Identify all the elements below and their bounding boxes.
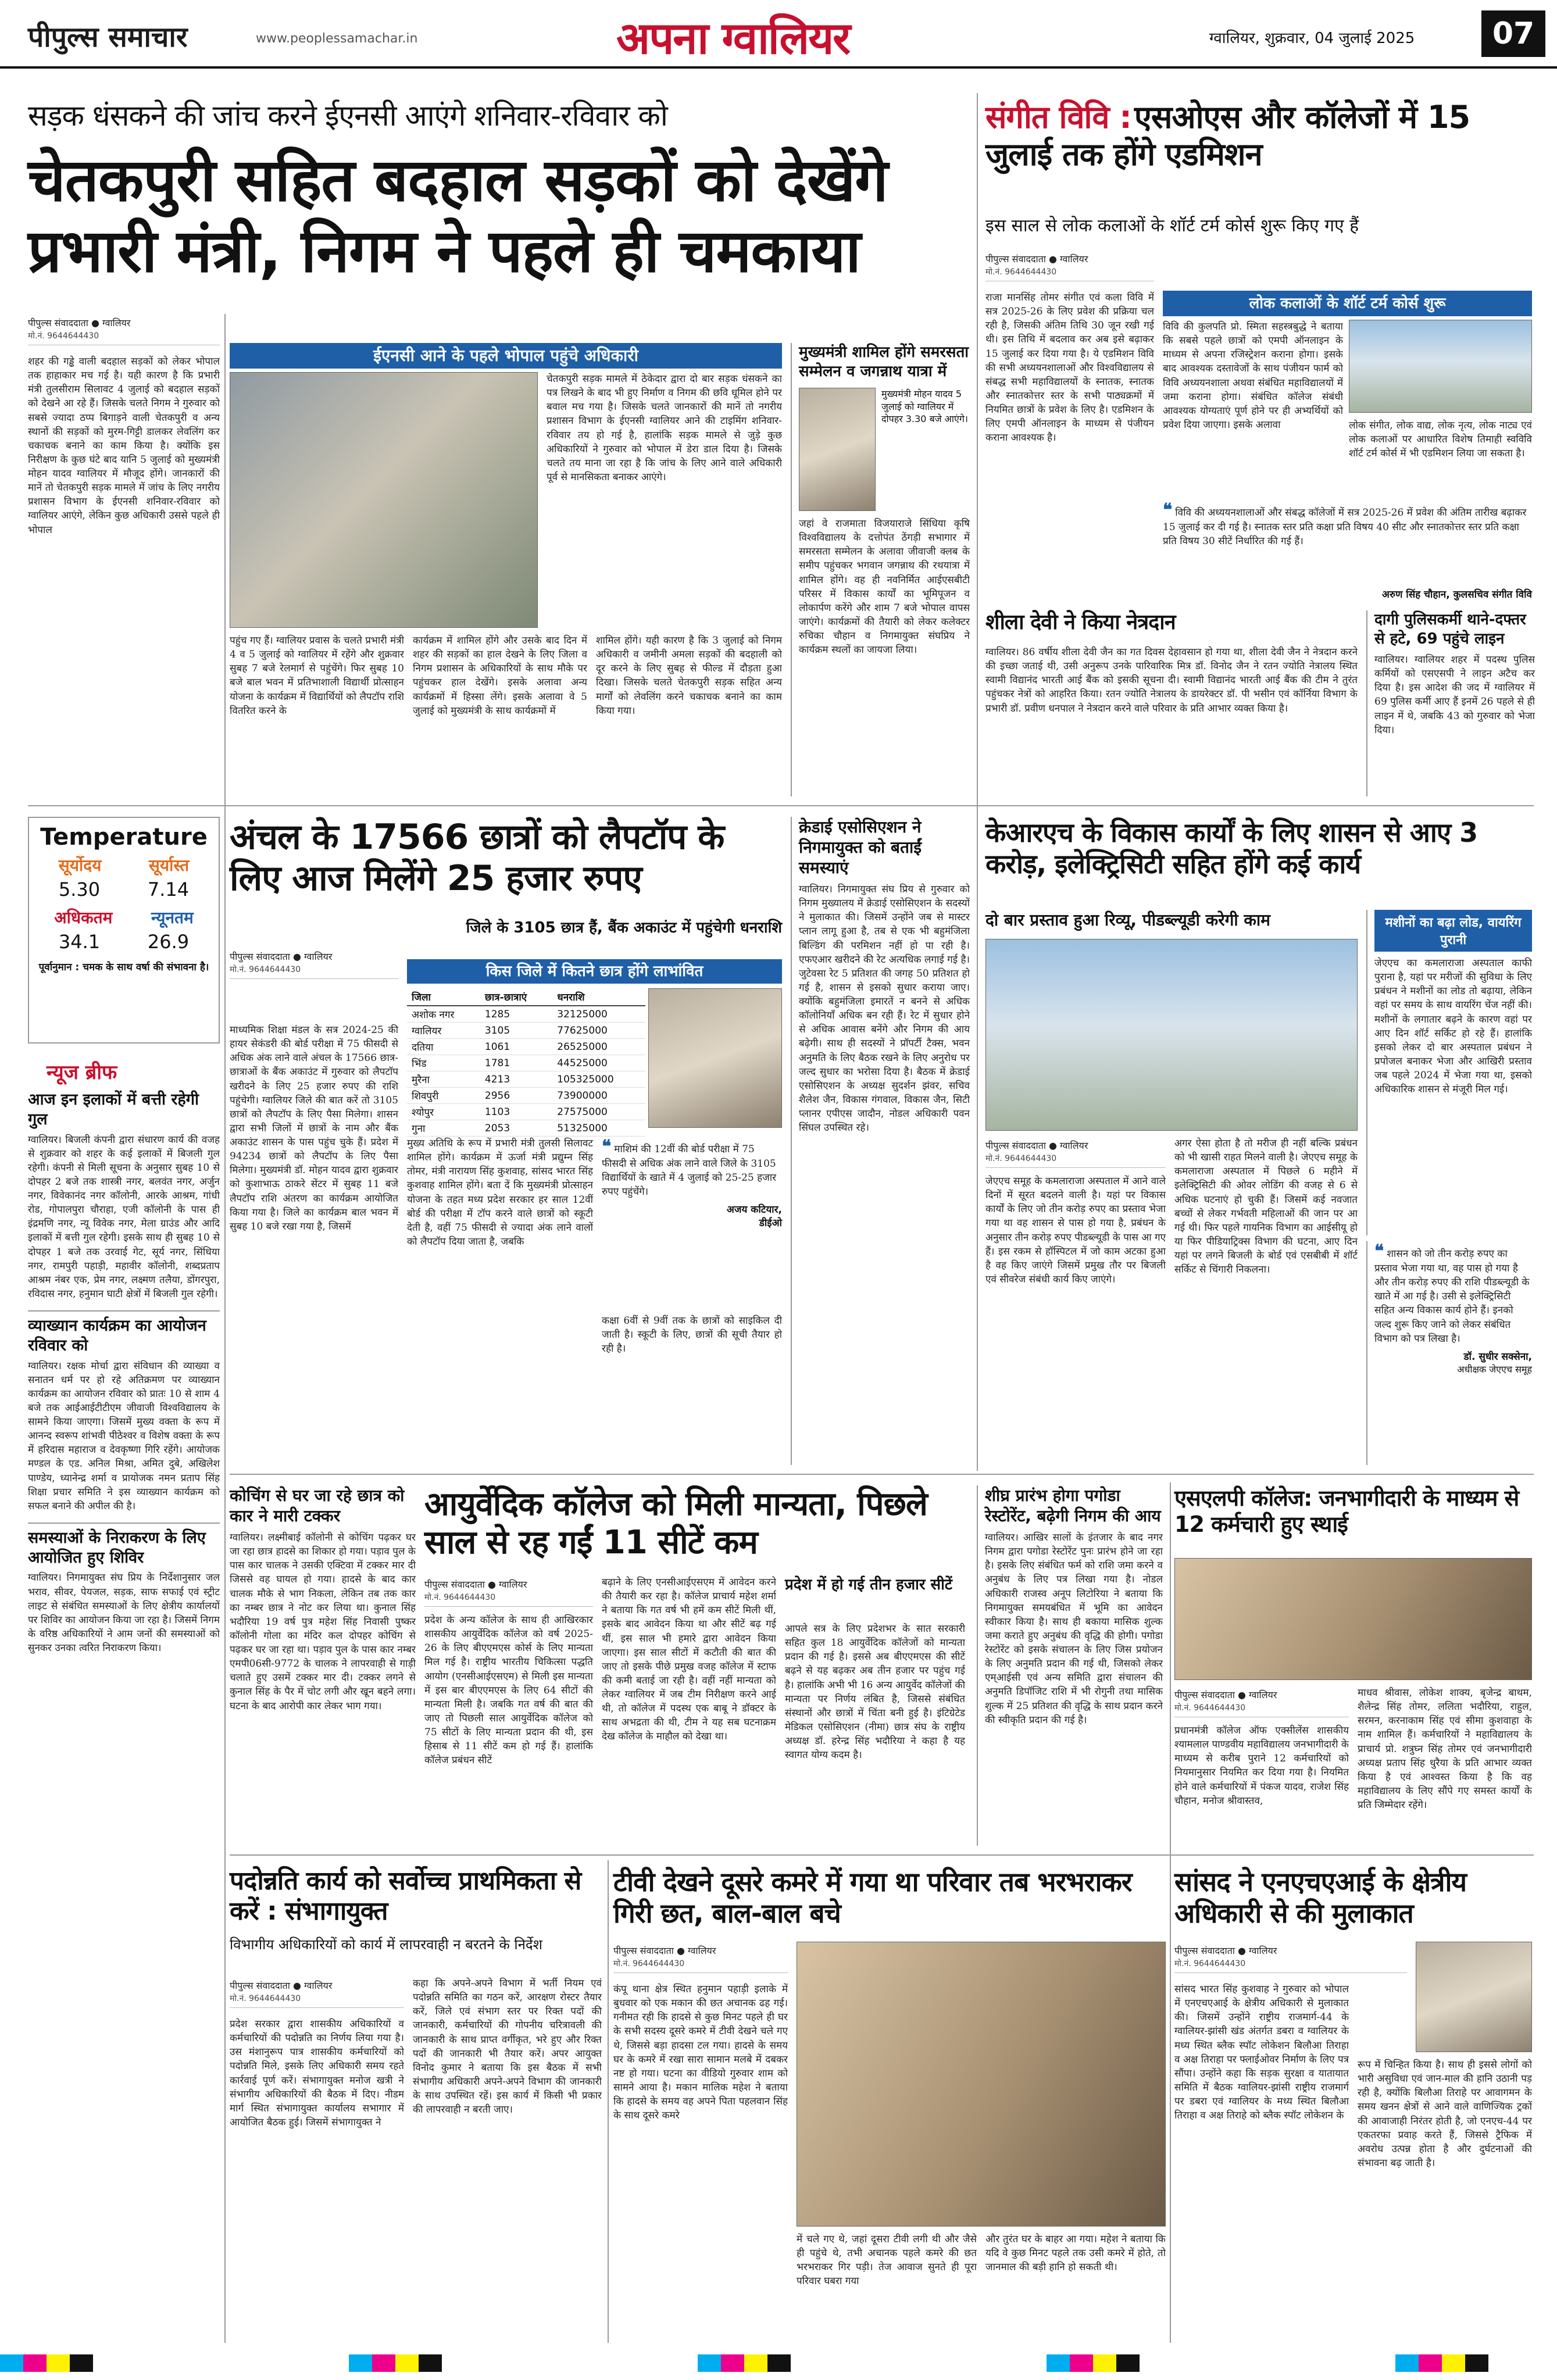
kareh-subhead: दो बार प्रस्ताव हुआ रिव्यू, पीडब्ल्यूडी करेगी काम bbox=[985, 910, 1270, 930]
ssl-byline bbox=[1174, 1686, 1349, 1717]
ssl-col1: प्रधानमंत्री कॉलेज ऑफ एक्सीलेंस शासकीय श्यामलाल पाण्डवीय महाविद्यालय जनभागीदारी के माध्यम से करीब पुराने 12 कर्मचारियों को नियमानुसार नियमित कर दिया गया है। नियमित होने वाले कर्मचारियों में पंकज यादव, राजेश सिंह चौहान, मनोज श्रीवास्तव, bbox=[1174, 1725, 1349, 1807]
lead-byline-text: पीपुल्स संवाददाता ● ग्वालियर bbox=[28, 317, 131, 328]
table-row bbox=[407, 1104, 645, 1120]
kareh-headline: केआरएच के विकास कार्यों के लिए शासन से आए 3 करोड़, इलेक्ट्रिसिटी सहित होंगे कई कार्य bbox=[985, 817, 1478, 880]
table-header-cell: जिला bbox=[407, 988, 480, 1006]
ayurved-headline: आयुर्वेदिक कॉलेज को मिली मान्यता, पिछले साल से रह गईं 11 सीटें कम bbox=[424, 1485, 927, 1562]
music-university-photo bbox=[1349, 320, 1532, 413]
ayurved-byline-text: पीपुल्स संवाददाता ● ग्वालियर bbox=[424, 1579, 527, 1590]
table-cell: 105325000 bbox=[552, 1071, 645, 1088]
kareh-box-title: मशीनों का बढ़ा लोड, वायरिंग पुरानी bbox=[1374, 910, 1532, 952]
table-cell: श्योपुर bbox=[407, 1104, 480, 1120]
kareh-quote-role: अधीक्षक जेएएच समूह bbox=[1457, 1363, 1532, 1375]
column-rule bbox=[1170, 1482, 1171, 2343]
sheela-headline: शीला देवी ने किया नेत्रदान bbox=[985, 610, 1176, 634]
website: www.peoplessamachar.in bbox=[256, 31, 418, 46]
table-row bbox=[407, 1055, 645, 1071]
padonnati-subhead: विभागीय अधिकारियों को कार्य में लापरवाही न बरतने के निर्देश bbox=[230, 1936, 542, 1953]
laptop-subhead: जिले के 3105 छात्र हैं, बैंक अकाउंट में पहुंचेगी धनराशि bbox=[466, 919, 782, 937]
ssl-byline-text: पीपुल्स संवाददाता ● ग्वालियर bbox=[1174, 1689, 1277, 1700]
newsbrief-title: न्यूज ब्रीफ bbox=[47, 1061, 117, 1084]
mp-headline: सांसद ने एनएचएआई के क्षेत्रीय अधिकारी से की मुलाकात bbox=[1174, 1866, 1467, 1929]
divider bbox=[28, 805, 1534, 806]
divider bbox=[230, 1854, 1534, 1856]
laptop-col1: माध्यमिक शिक्षा मंडल के सत्र 2024-25 की हायर सेकंडरी की बोर्ड परीक्षा में 75 फीसदी से अधिक अंक लाने वाले अंचल के 17566 छात्र-छात्राओं के बैंक अकाउंट में गुरुवार को लैपटॉप खरीदने के लिए 25 हजार रुपए की राशि पहुंचेगी। ग्वालियर जिले की बात करें तो 3105 छात्रों को लैपटॉप के लिए पैसा मिलेगा। शासन द्वारा सभी जिलों में छात्रों के नाम और बैंक अकाउंट शासन के पास पहुंच चुके हैं। प्रदेश में 94234 छात्रों को लैपटॉप के लिए पैसा मिलेगा। मुख्यमंत्री डॉ. मोहन यादव द्वारा शुक्रवार को कुशाभाऊ ठाकरे सेंटर में सुबह 11 बजे लैपटॉप राशि अंतरण का कार्यक्रम आयोजित किया गया है। जिले का कार्यक्रम बाल भवन में सुबह 10 बजे रखा गया है, जिसमें bbox=[230, 1024, 398, 1232]
laptop-byline-text: पीपुल्स संवाददाता ● ग्वालियर bbox=[230, 951, 333, 962]
ssl-mobile: मो.नं. 9644644430 bbox=[1174, 1703, 1246, 1713]
credai-headline: क्रेडाई एसोसिएशन ने निगमायुक्त को बताईं समस्याएं bbox=[799, 817, 922, 877]
tv-col1: कंपू थाना क्षेत्र स्थित हनुमान पहाड़ी इलाके में बुधवार को एक मकान की छत अचानक ढह गई। गनीमत रही कि हादसे से कुछ मिनट पहले ही घर के सभी सदस्य दूसरे कमरे में टीवी देखने चले गए थे, जिससे बड़ा हादसा टल गया। हादसे के समय घर के कमरे में रखा सारा सामान मलबे में दबकर नष्ट हो गया। घटना का वीडियो गुरुवार शाम को सामने आया है। मकान मालिक महेश ने बताया कि हादसे के समय वह अपने पिता पहलवान सिंह के साथ दूसरे कमरे bbox=[613, 1984, 788, 2122]
sangeet-byline bbox=[985, 250, 1154, 281]
ayurved-mobile: मो.नं. 9644644430 bbox=[424, 1593, 496, 1602]
lead-blue-bar: ईएनसी आने के पहले भोपाल पहुंचे अधिकारी bbox=[230, 343, 782, 369]
laptop-quote-text: माशिमं की 12वीं की बोर्ड परीक्षा में 75 फीसदी से अधिक अंक लाने वाले जिले के 3105 विद्यार्थियों के खाते में 4 जुलाई को 25-25 हजार रुपए पहुंचेंगे। bbox=[602, 1143, 777, 1198]
ayurved-col3: आपले सत्र के लिए प्रदेशभर के सात सरकारी सहित कुल 18 आयुर्वेदिक कॉलेजों को मान्यता प्रदान की गई है। इससे अब बीएएमएस की सीटें बढ़ने से यह बढ़कर अब तीन हजार पर पहुंच गई है। हालांकि अभी भी 16 अन्य आयुर्वेद कॉलेजों की मान्यता पर निर्णय लंबित है, जिससे संबंधित संस्थानों और छात्रों में चिंता बनी हुई है। इंटिग्रेटेड मेडिकल एसोसिएशन (नीमा) छात्र संघ के राष्ट्रीय अध्यक्ष डॉ. हरेन्द्र सिंह भदौरिया ने कहा है यह स्वागत योग्य कदम है। bbox=[785, 1623, 965, 1761]
laptop-headline: अंचल के 17566 छात्रों को लैपटॉप के लिए आज मिलेंगे 25 हजार रुपए bbox=[230, 817, 724, 899]
lead-blue-text: चेतकपुरी सड़क मामले में ठेकेदार द्वारा दो बार सड़क धंसकने का पत्र लिखने के बाद भी हुए निर्माण व निगम की छवि धूमिल होने पर बवाल मच गया है। जिसके चलते जानकारों की मानें तो नगरीय प्रशासन विभाग के ईएनसी ग्वालियर आने की टाइमिंग शनिवार-रविवार तय हो गई है, हालांकि सड़क मामले से जुड़े कुछ अधिकारियों ने गुरुवार को भोपाल में डेरा डाल दिया है। जिसके चलते तय माना जा रहा है कि जांच के लिए आने वाले अधिकारी पूर्व से मानसिकता बनाकर आएंगे। bbox=[547, 373, 782, 483]
pagoda-box bbox=[977, 1485, 1163, 1846]
newsbrief-item1-text: ग्वालियर। बिजली कंपनी द्वारा संधारण कार्य की वजह से शुक्रवार को शहर के कई इलाकों में बिजली गुल रहेगी। कंपनी से मिली सूचना के अनुसार सुबह 10 से दोपहर 2 बजे तक शास्त्री नगर, बलवंत नगर, अर्जुन नगर, विवेकानंद नगर कॉलोनी, आरके आश्रम, गांधी रोड, गोपालपुरा चौराहा, एजी कॉलोनी के पास ही इंद्रमणि नगर, न्यू विवेक नगर, मेला ग्राउंड और आदि इलाकों में बत्ती गुल रहेगी। इसके साथ ही सुबह 10 से दोपहर 1 बजे तक उरवाई गेट, सूर्य नगर, सिंधिया नगर, रामपुरी पहाड़ी, महावीर कॉलोनी, शब्दप्रताप आश्रम नंबर एक, प्रेम नगर, लक्ष्मण तलैया, डोंगरपुरा, रविदास नगर, हनुमान घाटी क्षेत्रों में बिजली गुल रहेगी। bbox=[28, 1134, 220, 1300]
lead-headline: चेतकपुरी सहित बदहाल सड़कों को देखेंगे प्रभारी मंत्री, निगम ने पहले ही चमकाया bbox=[28, 146, 888, 287]
quote-icon: ❝ bbox=[1163, 500, 1173, 520]
table-cell: 1285 bbox=[480, 1006, 552, 1023]
mp-meeting-photo bbox=[1416, 1942, 1532, 2052]
mp-col2: रूप में चिन्हित किया है। साथ ही इससे लोगों को भारी असुविधा एवं जान-माल की हानि उठानी पड़ रही है, क्योंकि बिलौआ तिराहे पर आवागमन के समय खनन क्षेत्रों से आने वाले वाणिज्यिक ट्रकों की आवाजाही निरंतर होती है, जो एनएच-44 पर एकतरफा प्रवाह करते हैं, जिससे ट्रैफिक में अवरोध उत्पन्न होता है और दुर्घटनाओं की संभावना बढ़ जाती है। bbox=[1358, 2059, 1532, 2169]
lead-col3: कार्यक्रम में शामिल होंगे और उसके बाद दिन में शहर की सड़कों का हाल देखने के लिए जिला व निगम प्रशासन के अधिकारियों के साथ मौके पर पहुंचकर हाल देखेंगे। इसके अलावा अन्य कार्यक्रमों में हिस्सा लेंगे। इसके अलावा वे 5 जुलाई को मुख्यमंत्री के साथ कार्यक्रमों में bbox=[413, 635, 587, 717]
table-cell: 1781 bbox=[480, 1055, 552, 1071]
laptop-photo bbox=[648, 988, 782, 1128]
sangeet-subhead: इस साल से लोक कलाओं के शॉर्ट टर्म कोर्स शुरू किए गए हैं bbox=[985, 216, 1359, 236]
table-cell: 77625000 bbox=[552, 1023, 645, 1039]
table-row bbox=[407, 1006, 645, 1023]
section-title: अपना ग्वालियर bbox=[616, 12, 850, 64]
table-cell: 32125000 bbox=[552, 1006, 645, 1023]
column-rule bbox=[224, 314, 226, 2343]
quote-icon: ❝ bbox=[1374, 1241, 1384, 1262]
sangeet-quote-text: विवि की अध्ययनशालाओं और संबद्ध कॉलेजों में सत्र 2025-26 में प्रवेश की अंतिम तारीख बढ़ाकर 15 जुलाई कर दी गई है। स्नातक स्तर प्रति कक्षा प्रति विषय 40 सीट और स्नातकोत्तर स्तर प्रति कक्षा प्रति विषय 30 सीटें निर्धारित की गई हैं। bbox=[1163, 507, 1527, 548]
padonnati-mobile: मो.नं. 9644644430 bbox=[230, 1994, 301, 2003]
district-table-grid bbox=[407, 988, 645, 1137]
cm-photo bbox=[799, 388, 876, 511]
lead-col2: पहुंच गए हैं। ग्वालियर प्रवास के चलते प्रभारी मंत्री 4 व 5 जुलाई को ग्वालियर में रहेंगे और शुक्रवार सुबह 7 बजे रेलमार्ग से पहुंचेंगे। फिर सुबह 10 बजे बाल भवन में प्रतिभाशाली विद्यार्थी प्रोत्साहन योजना के कार्यक्रम में विद्यार्थियों को लैपटॉप राशि वितरित करने के bbox=[230, 635, 404, 717]
sangeet-headline bbox=[985, 99, 1532, 173]
ssl-headline: एसएलपी कॉलेज: जनभागीदारी के माध्यम से 12 कर्मचारी हुए स्थाई bbox=[1174, 1485, 1519, 1537]
table-cell: 27575000 bbox=[552, 1104, 645, 1120]
sangeet-col1: राजा मानसिंह तोमर संगीत एवं कला विवि में सत्र 2025-26 के लिए प्रवेश की प्रक्रिया चल रही है, जिसकी अंतिम तिथि 30 जून रखी गई थी। इस तिथि में बदलाव कर अब इसे बढ़ाकर 15 जुलाई कर दिया गया है। ये एडमिशन विवि की सभी अध्ययनशालाओं और विश्वविद्यालय से संबद्ध सभी महाविद्यालयों के स्नातक, स्नातक और स्नातकोत्तर स्तर के सभी पाठ्यक्रमों में नियमित छात्रों के प्रवेश के लिए है। एडमिशन के लिए एमपी ऑनलाइन के माध्यम से पंजीयन कराना आवश्यक है। bbox=[985, 292, 1154, 444]
police-headline: दागी पुलिसकर्मी थाने-दफ्तर से हटे, 69 पहुंचे लाइन bbox=[1374, 611, 1526, 648]
kareh-quote bbox=[1366, 1241, 1532, 1465]
kareh-quote-author: डॉ. सुधीर सक्सेना, bbox=[1463, 1350, 1532, 1363]
max-value: 34.1 bbox=[58, 931, 101, 953]
kareh-quote-text: शासन को जो तीन करोड़ रुपए का प्रस्ताव भेजा गया था, वह पास हो गया है और तीन करोड़ रुपए की राशि पीडब्ल्यूडी के खाते में आ गई है। उसी से इलेक्ट्रिसिटी सहित अन्य विकास कार्य होने हैं। इनको जल्द शुरू किए जाने को लेकर संबंधित विभाग को पत्र लिखा है। bbox=[1374, 1248, 1530, 1345]
mp-mobile: मो.नं. 9644644430 bbox=[1174, 1959, 1246, 1968]
table-header-cell: छात्र-छात्राएं bbox=[480, 988, 552, 1006]
lead-col4: शामिल होंगे। यही कारण है कि 3 जुलाई को निगम अधिकारी व जमीनी अमला सड़कों की बदहाली को दूर करने के लिए सुबह से फील्ड में दौड़ता हुआ दिखा। जिसके चलते चेतकपुरी सड़क सहित अन्य मार्गों को लेवलिंग करने चकाचक बनाने का काम किया गया। bbox=[596, 635, 782, 717]
kareh-col1: जेएएच समूह के कमलाराजा अस्पताल में आने वाले दिनों में सूरत बदलने वाली है। यहां पर विकास कार्यों के लिए जो तीन करोड़ रुपए का प्रस्ताव भेजा गया था वह शासन से पास हो गया है, प्रबंधन के अनुसार तीन करोड़ रुपए पीडब्ल्यूडी के पास आ गए हैं। इस रकम से हॉस्पिटल में जो काम अटका हुआ है वह किए जाएंगे जिसमें प्रमुख तौर पर बिजली एवं सीवरेज संबंधी कार्य किए जाएंगे। bbox=[985, 1175, 1166, 1285]
table-cell: भिंड bbox=[407, 1055, 480, 1071]
laptop-quote-role: डीईओ bbox=[759, 1217, 782, 1230]
table-row bbox=[407, 1071, 645, 1088]
table-row bbox=[407, 1023, 645, 1039]
hospital-photo bbox=[985, 939, 1358, 1131]
kareh-box bbox=[1366, 910, 1532, 1235]
max-label: अधिकतम bbox=[54, 908, 113, 927]
table-cell: 2053 bbox=[480, 1120, 552, 1137]
cm-box-text: जहां वे राजमाता विजयाराजे सिंधिया कृषि विश्वविद्यालय के दत्तोपंत ठेंगड़ी सभागार में समरसता सम्मेलन के अलावा जीवाजी क्लब के समीप पहुंचकर भगवान जगन्नाथ की रथयात्रा में शामिल होंगे। वह ही नवनिर्मित आईएसबीटी परिसर में विकास कार्यों का भूमिपूजन व लोकार्पण करेंगे और शाम 7 बजे भोपाल वापस जाएंगे। कार्यक्रमों की तैयारी को लेकर कलेक्टर रुचिका चौहान व निगमायुक्त संघप्रिय ने कार्यक्रम स्थलों का जायजा लिया। bbox=[799, 518, 970, 656]
registration-strip bbox=[0, 2354, 1557, 2372]
padonnati-col1: प्रदेश सरकार द्वारा शासकीय अधिकारियों व कर्मचारियों की पदोन्नति का निर्णय लिया गया है। उस मंशानुरूप पात्र शासकीय कर्मचारियों को पदोन्नति मिले, इसके लिए अधिकारी समय रहते कार्रवाई पूर्ण करें। संभागायुक्त मनोज खत्री ने संभागीय अधिकारियों की बैठक में दिए। नीडम मार्ग स्थित संभागायुक्त कार्यालय सभागार में आयोजित बैठक हुई। जिसमें संभागायुक्त ने bbox=[230, 2018, 404, 2128]
table-cell: 3105 bbox=[480, 1023, 552, 1039]
padonnati-headline: पदोन्नति कार्य को सर्वोच्च प्राथमिकता से करें : संभागायुक्त bbox=[230, 1866, 581, 1926]
kareh-mobile: मो.नं. 9644644430 bbox=[985, 1154, 1057, 1163]
sheela-text: ग्वालियर। 86 वर्षीय शीला देवी जैन का गत दिवस देहावसान हो गया था, शीला देवी जैन ने नेत्रदान करने की इच्छा जताई थी, उसी अनुरूप उनके पारिवारिक मित्र डॉ. विनोद जैन ने रतन ज्योति नेत्रालय स्थित स्वामी विद्यानंद भारती आई बैंक को इसकी सूचना दी। स्वामी विद्यानंद भारती आई बैंक की टीम ने तुरंत पहुंचकर नेत्रों को आहरित किया। रतन ज्योति नेत्रालय के डायरेक्टर डॉ. पी भसीन एवं कॉर्निया विभाग के प्रभारी डॉ. प्रवीण धनपाल ने नेत्रदान करने वाले परिवार के प्रति आभार व्यक्त किया है। bbox=[985, 646, 1358, 714]
table-cell: गुना bbox=[407, 1120, 480, 1137]
ayurved-byline bbox=[424, 1575, 593, 1607]
cm-caption: मुख्यमंत्री मोहन यादव 5 जुलाई को ग्वालियर में दोपहर 3.30 बजे आएंगे। bbox=[881, 388, 968, 425]
sangeet-blue-text: विवि की कुलपति प्रो. स्मिता सहस्त्रबुद्धे ने बताया कि सबसे पहले छात्रों को एमपी ऑनलाइन के माध्यम से अपना रजिस्ट्रेशन कराना होगा। इसके बाद आवश्यक दस्तावेजों के साथ पंजीयन फार्म को विवि अध्ययनशाला अथवा संबंधित महाविद्यालयों में जमा कराना होगा। संबंधित कॉलेज संबंधी आवश्यक योग्यताएं पूर्ण होने पर ही अभ्यर्थियों को प्रवेश दिया जाएगा। इसके अलावा bbox=[1163, 321, 1343, 431]
table-cell: 26525000 bbox=[552, 1039, 645, 1055]
credai-box bbox=[791, 817, 970, 1465]
ayurved-col1: प्रदेश के अन्य कॉलेज के साथ ही आखिरकार शासकीय आयुर्वेदिक कॉलेज को वर्ष 2025-26 के लिए बीएएमएस कोर्स के लिए मान्यता मिल गई है। राष्ट्रीय भारतीय चिकित्सा पद्धति आयोग (एनसीआईएसएम) से मिली इस मान्यता में इस बार बीएएमएस के लिए 64 सीटों की मान्यता मिली है। जबकि गत वर्ष की बात की जाए तो पिछली साल आयुर्वेदिक कॉलेज को 75 सीटों के लिए मान्यता प्रदान की थी, इस हिसाब से 11 सीटें कम हो गई हैं। हालांकि कॉलेज प्रबंधन सीटें bbox=[424, 1614, 593, 1767]
table-cell: 44525000 bbox=[552, 1055, 645, 1071]
police-box bbox=[1366, 610, 1535, 796]
laptop-table-title: किस जिले में कितने छात्र होंगे लाभांवित bbox=[407, 959, 782, 984]
ssl-col2: माधव श्रीवास, लोकेश शाक्य, बृजेन्द्र बाथम, शैलेन्द्र सिंह तोमर, ललिता भदौरिया, राहुल, सरमन, करनाकाम सिंह एवं सीमा कुशवाहा के नाम शामिल हैं। कर्मचारियों ने महाविद्यालय के प्राचार्य प्रो. शत्रुघ्न सिंह तोमर एवं जनभागीदारी अध्यक्ष प्रताप सिंह धुरैया के प्रति आभार व्यक्त किया है एवं आश्वस्त किया है कि वह महाविद्यालय के लिए सौंपे गए समस्त कार्यों के प्रति जिम्मेदार रहेंगे। bbox=[1358, 1687, 1532, 1811]
district-table bbox=[407, 988, 645, 1137]
table-cell: 1061 bbox=[480, 1039, 552, 1055]
kareh-byline-text: पीपुल्स संवाददाता ● ग्वालियर bbox=[985, 1140, 1088, 1151]
quote-icon: ❝ bbox=[602, 1137, 612, 1157]
table-cell: 51325000 bbox=[552, 1120, 645, 1137]
table-row bbox=[407, 1039, 645, 1055]
table-cell: 73900000 bbox=[552, 1088, 645, 1104]
table-row bbox=[407, 1088, 645, 1104]
laptop-col2: मुख्य अतिथि के रूप में प्रभारी मंत्री तुलसी सिलावट शामिल होंगे। कार्यक्रम में ऊर्जा मंत्री प्रद्युम्न सिंह तोमर, मंत्री नारायण सिंह कुशवाह, सांसद भारत सिंह कुशवाह शामिल होंगे। बता दें कि मुख्यमंत्री प्रोत्साहन योजना के तहत मध्य प्रदेश सरकार हर साल 12वीं बोर्ड की परीक्षा में टॉप करने वाले छात्रों को स्कूटी देती है, वहीं 75 फीसदी से ज्यादा अंक लाने वालों को लैपटॉप दिया जाता है, जबकि bbox=[407, 1138, 593, 1248]
table-row bbox=[407, 1120, 645, 1137]
table-cell: 4213 bbox=[480, 1071, 552, 1088]
credai-text: ग्वालियर। निगमायुक्त संघ प्रिय से गुरुवार को निगम मुख्यालय में क्रेडाई एसोसिएशन के सदस्यों ने मुलाकात की। जिसमें उन्होंने जब से मास्टर प्लान लागू हुआ है, तब से एक भी बहुमंजिला बिल्डिंग की परमिशन नहीं हो पा रही है। एफएआर खरीदने की रेट अत्यधिक लगाई गई है। जुटेवसा रेट 5 प्रतिशत की जगह 50 प्रतिशत हो गई है, शासन से इसको सुधार कराया जाए। क्योंकि बहुमंजिला इमारतें न बनने से अधिक कॉलोनियाँ अधिक बन रही हैं। रेट में सुधार होने से अधिक आवास बनेंगे और निगम की आय बढ़ेगी। साथ ही सदस्यों ने प्रॉपर्टी टैक्स, भवन अनुमति के लिए बैठक रखने के लिए अनुरोध पर जल्द सुधार का भरोसा दिया है। बैठक में क्रेडाई एसोसिएशन के अध्यक्ष सुदर्शन झंवर, सचिव शैलेश जैन, विकास गंगवाल, विकास जैन, सिटी प्लानर एपीएस जादौन, नोडल अधिकारी पवन सिंघल उपस्थित रहे। bbox=[799, 884, 970, 1134]
sangeet-headline-text: एसओएस और कॉलेजों में 15 जुलाई तक होंगे एडमिशन bbox=[985, 99, 1470, 173]
lead-col1: शहर की गड्ढे वाली बदहाल सड़कों को लेकर भोपाल तक हाहाकार मच गई है। यही कारण है कि प्रभारी मंत्री तुलसीराम सिलावट 4 जुलाई को बदहाल सड़कों को देखने आ रहे हैं। जिसके चलते निगम ने गुरुवार को सबसे ज्यादा ठप्प बिगाड़ने वाली चेतकपुरी व अन्य स्थानों की सड़कों को मुरम-गिट्टी डालकर लेवलिंग कर चकाचक बनाने का काम किया है। क्योंकि इस निरीक्षण के कुछ घंटे बाद यानि 5 जुलाई को मुख्यमंत्री मोहन यादव ग्वालियर में मौजूद होंगे। जानकारों की मानें तो चेतकपुरी सड़क मामले में जांच के लिए नगरीय प्रशासन विभाग के ईएनसी शनिवार-रविवार को ग्वालियर आएंगे, लेकिन कुछ अधिकारी उससे पहले ही भोपाल bbox=[28, 356, 220, 536]
padonnati-byline-text: पीपुल्स संवाददाता ● ग्वालियर bbox=[230, 1980, 333, 1991]
lead-byline bbox=[28, 314, 220, 345]
sangeet-label: संगीत विवि : bbox=[985, 99, 1131, 135]
sangeet-quote-author: अरुण सिंह चौहान, कुलसचिव संगीत विवि bbox=[1381, 589, 1532, 601]
sangeet-mobile: मो.नं. 9644644430 bbox=[985, 267, 1057, 277]
column-rule bbox=[977, 93, 978, 1471]
road-photo bbox=[230, 372, 538, 628]
cm-box bbox=[791, 343, 970, 796]
pagoda-text: ग्वालियर। आखिर सालों के इंतजार के बाद नगर निगम द्वारा पगोडा रेस्टोरेंट पुनः प्रारंभ होने जा रहा है। इसके लिए संबंधित फर्म को राशि जमा करने व अनुबंध के लिए पत्र लिखा गया है। नोडल अधिकारी राजस्व अनूप लिटोरिया ने बताया कि निगमायुक्त समयबंधित में भूमि का आवेदन स्वीकार किया है। साथ ही बकाया मासिक शुल्क जमा कराते हुए अनुबंध की वृद्धि की होगी। पगोडा रेस्टोरेंट को इसके संचालन के लिए जिस प्रयोजन के लिए अनुमति प्रदान की गई थी, जिसको लेकर एम्आईसी एवं अन्य समिति द्वारा संचालन की अनुमति डिपॉजिट राशि में भी रोगुनी तथा मासिक शुल्क में 25 प्रतिशत की वृद्धि के साथ प्रदान करने की स्वीकृति प्रदान की गई है। bbox=[985, 1532, 1163, 1726]
table-cell: शिवपुरी bbox=[407, 1088, 480, 1104]
table-header-cell: धनराशि bbox=[552, 988, 645, 1006]
police-text: ग्वालियर। ग्वालियर शहर में पदस्थ पुलिस कर्मियों को एसएसपी ने लाइन अटैच कर दिया है। इस आदेश की जद में ग्वालियर में 69 पुलिस कर्मी आए हैं इनमें 26 पहले से ही लाइन में थे, जबकि 43 को गुरुवार को भेजा दिया। bbox=[1374, 654, 1535, 736]
paper-name: पीपुल्स समाचार bbox=[28, 21, 188, 53]
mp-byline bbox=[1174, 1942, 1407, 1973]
sangeet-blue-bar: लोक कलाओं के शॉर्ट टर्म कोर्स शुरू bbox=[1163, 291, 1532, 316]
table-cell: मुरैना bbox=[407, 1071, 480, 1088]
sunrise-value: 5.30 bbox=[58, 878, 101, 900]
weather-box bbox=[28, 817, 220, 1044]
ayurved-subhead: प्रदेश में हो गई तीन हजार सीटें bbox=[785, 1576, 952, 1593]
laptop-byline bbox=[230, 948, 398, 979]
coaching-headline: कोचिंग से घर जा रहे छात्र को कार ने मारी टक्कर bbox=[230, 1486, 405, 1525]
laptop-mobile: मो.नं. 9644644430 bbox=[230, 965, 301, 974]
kareh-byline bbox=[985, 1137, 1166, 1168]
table-cell: अशोक नगर bbox=[407, 1006, 480, 1023]
lead-mobile: मो.नं. 9644644430 bbox=[28, 331, 99, 341]
newsbrief-column bbox=[28, 1090, 220, 2322]
column-rule bbox=[608, 1860, 609, 2343]
sunset-label: सूर्यास्त bbox=[148, 856, 190, 875]
newsbrief-item3-headline: समस्याओं के निराकरण के लिए आयोजित हुए शिविर bbox=[28, 1523, 220, 1568]
sunrise-label: सूर्योदय bbox=[58, 856, 102, 875]
newsbrief-item3-text: ग्वालियर। निगमायुक्त संघ प्रिय के निर्देशानुसार जल भराव, सीवर, पेयजल, सड़क, साफ सफाई एवं स्ट्रीट लाइट से संबंधित समस्याओं के लिए क्षेत्रीय कार्यालयों पर शिविर का आयोजन किया जा रहा है। जिसमें निगम के वरिष्ठ अधिकारियों ने आम जनों की समस्याओं को सुनकर उनका त्वरित निराकरण किया। bbox=[28, 1572, 220, 1654]
tv-mobile: मो.नं. 9644644430 bbox=[613, 1959, 685, 1968]
laptop-quote bbox=[602, 1137, 782, 1311]
padonnati-byline bbox=[230, 1977, 404, 2008]
ssl-photo bbox=[1174, 1558, 1532, 1680]
sangeet-photo-caption: लोक संगीत, लोक वाद्य, लोक नृत्य, लोक नाट्य एवं लोक कलाओं पर आधारित विशेष तिमाही स्वविवि शॉर्ट टर्म कोर्स में भी एडमिशन लिया जा सकता है। bbox=[1349, 420, 1532, 460]
sangeet-quote bbox=[1163, 500, 1532, 581]
pagoda-headline: शीघ्र प्रारंभ होगा पगोडा रेस्टोरेंट, बढ़ेगी निगम की आय bbox=[985, 1486, 1161, 1525]
page-number: 07 bbox=[1481, 10, 1545, 57]
padonnati-col2: कहा कि अपने-अपने विभाग में भर्ती नियम एवं पदोन्नति समिति का गठन करें, आरक्षण रोस्टर तैयार करें, जिले एवं संभाग स्तर पर रिक्त पदों की जानकारी, कर्मचारियों की गोपनीय चरित्रावली की जानकारी के साथ प्राप्त वर्गीकृत, भरे हुए और रिक्त पदों की जानकारी भी तैयार करें। अपर आयुक्त विनोद कुमार ने बताया कि इस बैठक में सभी संभागीय अधिकारी अपने-अपने विभाग की जानकारी के साथ उपस्थित रहें। इस कार्य में किसी भी प्रकार की लापरवाही न बरती जाए। bbox=[413, 1978, 602, 2116]
newsbrief-item2-headline: व्याख्यान कार्यक्रम का आयोजन रविवार को bbox=[28, 1310, 220, 1356]
table-cell: 1103 bbox=[480, 1104, 552, 1120]
min-label: न्यूनतम bbox=[151, 908, 194, 927]
table-cell: ग्वालियर bbox=[407, 1023, 480, 1039]
sunset-value: 7.14 bbox=[147, 878, 190, 900]
kareh-box-text: जेएएच का कमलाराजा अस्पताल काफी पुराना है, यहां पर मरीजों की सुविधा के लिए प्रबंधन ने मशीनों का लोड तो बढ़ाया, लेकिन वहां पर समय के साथ वायरिंग चेंज नहीं की। मशीनों के लगातार बढ़ने के कारण वहां पर आए दिन शॉर्ट सर्किट हो रहे हैं। हालांकि इसको लेकर दो बार अस्पताल प्रबंधन ने प्रपोजल बनाकर भेजा और आखिरी प्रस्ताव जब पहले 2024 में भेजा गया था, इसको अधिकारिक शासन से मंजूरी मिल गई। bbox=[1374, 957, 1532, 1096]
laptop-quote-author: अजय कटियार, bbox=[726, 1204, 782, 1216]
collapsed-roof-photo bbox=[797, 1942, 1166, 2227]
tv-byline bbox=[613, 1942, 788, 1973]
tv-col2: में चले गए थे, जहां दूसरा टीवी लगी थी और जैसे ही पहुंचे थे, तभी अचानक पहले कमरे की छत भरभराकर गिर पड़ी। तेज आवाज सुनते ही पूरा परिवार घबरा गया bbox=[797, 2234, 977, 2288]
tv-byline-text: पीपुल्स संवाददाता ● ग्वालियर bbox=[613, 1945, 716, 1956]
ayurved-col2: बढ़ाने के लिए एनसीआईएसएम में आवेदन करने की तैयारी कर रहा है। कॉलेज प्राचार्य महेश शर्मा ने बताया कि गत वर्ष भी हमें कम सीटें मिली थीं, इसके बाद आवेदन किया था और सीटें बढ़ गई थीं, इस साल भी हमारे द्वारा आवेदन किया जाएगा। इस साल सीटों में कटौती की बात की जाए तो इसके पीछे प्रमुख वजह कॉलेज में स्टाफ की कमी बताई जा रही है। वहीं नहीं मान्यता को लेकर ग्वालियर में जब टीम निरीक्षण करने आई थी, तो कॉलेज में पदस्थ एक बाबू ने डॉक्टर के साथ अभद्रता की थी, टीम ने यह सब घटनाक्रम देख कॉलेज के माहौल को देखा था। bbox=[602, 1577, 776, 1743]
kareh-col2: अगर ऐसा होता है तो मरीज ही नहीं बल्कि प्रबंधन को भी खासी राहत मिलने वाली है। जेएएच समूह के कमलाराजा अस्पताल में पिछले 6 महीने में इलेक्ट्रिसिटी की ओवर लोडिंग की वजह से 6 से अधिक घटनाएं हो चुकी हैं। जिसमें कई नवजात बच्चों से लेकर गर्भवती महिलाओं की जान पर आ गई थी। फिर पहले गायनिक विभाग का आईसीयू हो या फिर पीडियाट्रिक्स विभाग की घटना, आए दिन यहां पर लगने बिजली के बोर्ड एवं एसबीबी में शॉर्ट सर्किट से चिंगारी निकलना। bbox=[1174, 1138, 1358, 1276]
newsbrief-item2-text: ग्वालियर। रक्षक मोर्चा द्वारा संविधान की व्याख्या व सनातन धर्म पर हो रहे अतिक्रमण पर व्याख्यान कार्यक्रम का आयोजन रविवार को प्रातः 10 से शाम 4 बजे तक आईआईटीटीएम जीवाजी विश्वविद्यालय के सामने किया जाएगा। जिसमें मुख्य वक्ता के रूप में आनन्द स्वरूप शांभवी पीठेश्वर व विशेष वक्ता के रूप में हरिदास महाराज व देवकृष्णा गिरि रहेंगे। आयोजक मण्डल के एड. अनिल मिश्रा, अमित दुबे, अखिलेश पाण्डेय, ध्यानेन्द्र शर्मा व प्रायोजक नमन प्रताप सिंह शिक्षा प्रचार समिति ने इस व्याख्यान कार्यक्रम को सफल बनाने की अपील की है। bbox=[28, 1360, 220, 1512]
coaching-text: ग्वालियर। लक्ष्मीबाई कॉलोनी से कोचिंग पढ़कर घर जा रहा छात्र हादसे का शिकार हो गया। पड़ाव पुल के पास कार चालक ने उसकी एक्टिवा में टक्कर मार दी जिससे वह घायल हो गया। हादसे के बाद कार चालक मौके से भाग निकला, लेकिन तब तक कार का नम्बर छात्र ने नोट कर लिया था। कुनाल सिंह भदौरिया 19 वर्ष पुत्र महेश सिंह निवासी पुष्कर कॉलोनी गोला का मंदिर कल दोपहर कोचिंग से पढ़कर घर जा रहा था। पड़ाव पुल के पास कार नम्बर एमपी06सी-9772 के चालक ने लापरवाही से गाड़ी चलाते हुए उसमें टक्कर मार दी। टक्कर लगने से कुनाल सिंह के पैर में चोट लगी और खून बहने लगा। घटना के बाद आरोपी कार लेकर भाग गया। bbox=[230, 1532, 416, 1712]
coaching-column bbox=[230, 1485, 416, 1846]
lead-kicker: सड़क धंसकने की जांच करने ईएनसी आएंगे शनिवार-रविवार को bbox=[28, 99, 667, 133]
laptop-col3: कक्षा 6वीं से 9वीं तक के छात्रों को साइकिल दी जाती है। स्कूटी के लिए, छात्रों की सूची तैयार हो रही है। bbox=[602, 1315, 782, 1355]
table-cell: दतिया bbox=[407, 1039, 480, 1055]
min-value: 26.9 bbox=[147, 931, 190, 953]
tv-col3: और तुरंत घर के बाहर आ गया। महेश ने बताया कि यदि वे कुछ मिनट पहले तक उसी कमरे में होते, तो जानमाल की बड़ी हानि हो सकती थी। bbox=[985, 2234, 1166, 2274]
mp-byline-text: पीपुल्स संवाददाता ● ग्वालियर bbox=[1174, 1945, 1277, 1956]
mp-col1: सांसद भारत सिंह कुशवाह ने गुरुवार को भोपाल में एनएचएआई के क्षेत्रीय अधिकारी से मुलाकात की। जिसमें उन्होंने राष्ट्रीय राजमार्ग-44 के ग्वालियर-झांसी खंड अंतर्गत डबरा व ग्वालियर के मध्य स्थित ब्लैक स्पॉट लोकेशन बिलौआ तिराहा व अक्ष तिराहा पर फ्लाईओवर निर्माण के लिए पत्र सौंपा। उन्होंने कहा कि सड़क सुरक्षा व यातायात समिति में बैठक ग्वालियर-झांसी राष्ट्रीय राजमार्ग पर डबरा एवं ग्वालियर के मध्य स्थित बिलौआ तिराहा व अक्ष तिराहे को ब्लैक स्पॉट लोकेशन के bbox=[1174, 1984, 1349, 2122]
masthead bbox=[0, 0, 1557, 69]
table-cell: 2956 bbox=[480, 1088, 552, 1104]
forecast: पूर्वानुमान : चमक के साथ वर्षा की संभावना है। bbox=[38, 962, 209, 973]
divider bbox=[230, 1474, 1534, 1475]
weather-title: Temperature bbox=[40, 824, 208, 850]
tv-headline: टीवी देखने दूसरे कमरे में गया था परिवार तब भरभराकर गिरी छत, बाल-बाल बचे bbox=[613, 1866, 1132, 1929]
newsbrief-item1-headline: आज इन इलाकों में बत्ती रहेगी गुल bbox=[28, 1091, 199, 1128]
cm-box-headline: मुख्यमंत्री शामिल होंगे समरसता सम्मेलन व जगन्नाथ यात्रा में bbox=[799, 344, 969, 380]
sangeet-byline-text: पीपुल्स संवाददाता ● ग्वालियर bbox=[985, 253, 1088, 265]
dateline: ग्वालियर, शुक्रवार, 04 जुलाई 2025 bbox=[1209, 30, 1415, 47]
